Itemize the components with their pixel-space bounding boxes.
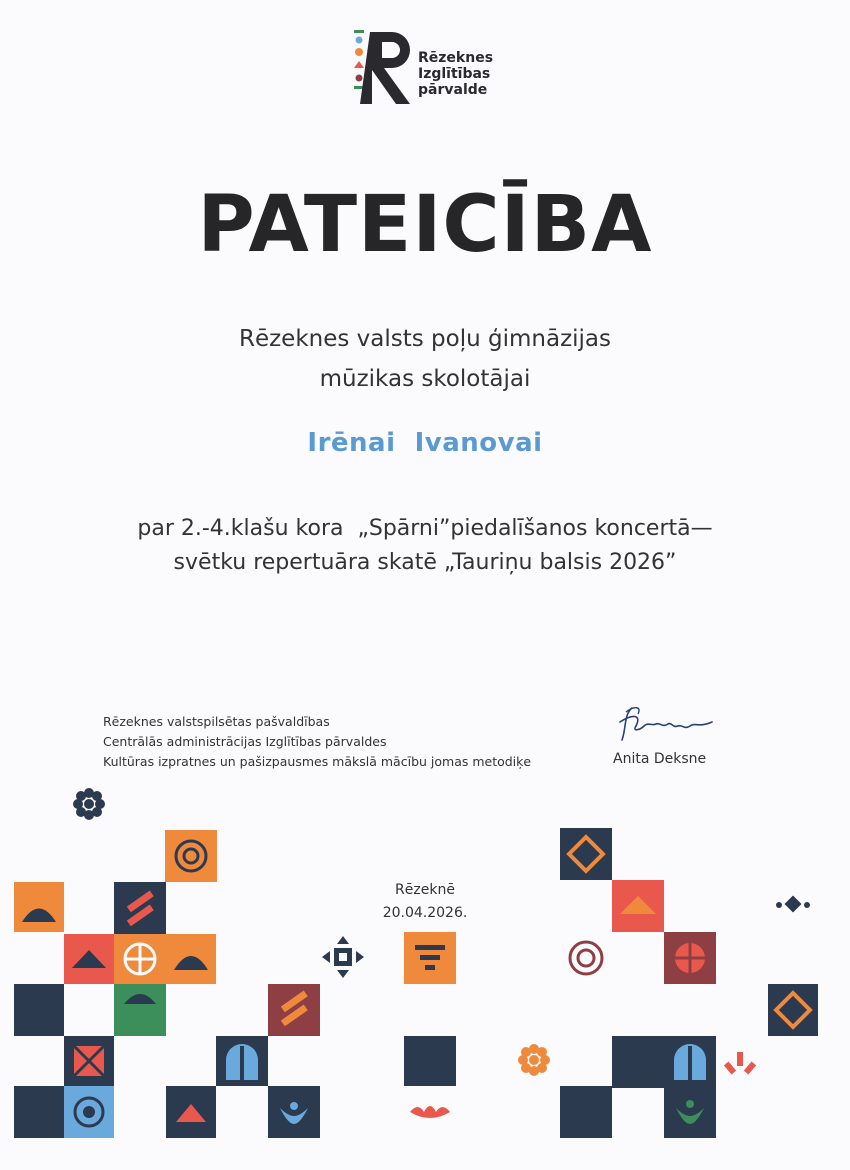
issue-place: Rēzeknē (395, 882, 455, 898)
flower-icon (73, 788, 105, 820)
ornament-tile (268, 1086, 320, 1138)
certificate-title: PATEICĪBA (197, 180, 653, 270)
issuer-line-2: Centrālās administrācijas Izglītības pārvaldes (103, 734, 387, 749)
ornament-tile (570, 942, 602, 974)
signer-name: Anita Deksne (613, 751, 707, 767)
logo-line-3: pārvalde (418, 82, 488, 98)
ornament-tile (612, 1036, 664, 1088)
ornament-tile (114, 882, 166, 934)
logo-ornament-column (354, 30, 364, 89)
ornament-tile (216, 1036, 268, 1086)
ornament-tile (64, 1036, 114, 1086)
orange-flower-icon (518, 1044, 550, 1076)
ornament-tile (14, 984, 64, 1036)
issuer-organization (103, 712, 531, 772)
recipient-school: Rēzeknes valsts poļu ģimnāzijas (238, 326, 612, 352)
decorative-ornament-pattern (0, 780, 850, 1170)
ornament-tile (664, 1086, 716, 1138)
reason-line-1: par 2.-4.klašu kora „Spārni”piedalīšanos koncertā— (137, 516, 713, 541)
diamond-ornament-icon (322, 936, 364, 978)
logo-text (418, 50, 493, 98)
issue-date: 20.04.2026. (382, 905, 468, 921)
dots-ornament-icon (776, 896, 810, 913)
issuer-line-1: Rēzeknes valstspilsētas pašvaldības (103, 714, 330, 729)
ornament-tile (14, 1086, 64, 1138)
logo-r-letter (360, 32, 410, 104)
ornament-tile (114, 934, 166, 984)
ornament-tile (114, 984, 166, 1036)
logo-line-1: Rēzeknes (418, 50, 494, 66)
ornament-tile (64, 934, 114, 984)
recipient-role: mūzikas skolotājai (319, 366, 531, 392)
reason-line-2: svētku repertuāra skatē „Tauriņu balsis 2026” (173, 550, 677, 575)
ornament-tile (64, 1086, 114, 1138)
ornament-tile (404, 932, 456, 984)
issuer-line-3: Kultūras izpratnes un pašizpausmes mākslā mācību jomas metodiķe (103, 754, 532, 769)
ornament-tile (560, 1086, 612, 1138)
ornament-tile (664, 932, 716, 984)
recipient-name: Irēnai Ivanovai (307, 428, 543, 458)
ornament-tile (768, 984, 818, 1036)
ornament-tile (268, 984, 320, 1036)
ornament-tile (166, 1086, 216, 1138)
ornament-tile (166, 934, 216, 984)
ornament-tile (165, 830, 217, 882)
ornament-tile (14, 882, 64, 932)
small-flower-icon (410, 1106, 450, 1118)
logo-line-2: Izglītības (418, 66, 491, 82)
ornament-tile (664, 1036, 716, 1086)
ornament-tile (404, 1036, 456, 1086)
ornament-tile (560, 828, 612, 880)
ornament-tile (612, 880, 664, 932)
coral-fan-icon (724, 1052, 756, 1075)
handwritten-signature (612, 700, 722, 745)
